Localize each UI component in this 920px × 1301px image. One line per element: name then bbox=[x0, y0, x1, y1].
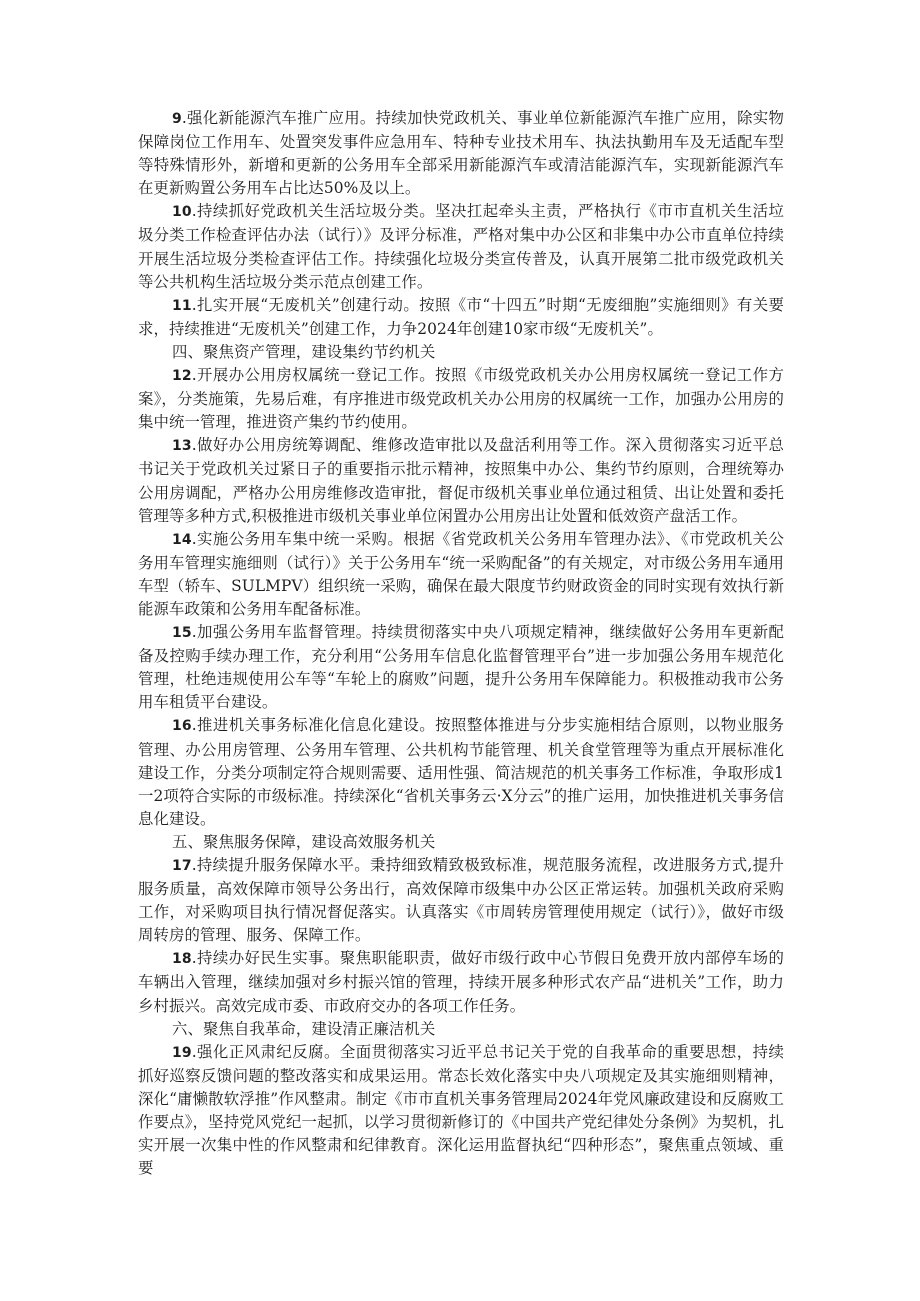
item-number: 18 bbox=[172, 951, 192, 968]
item-number: 17 bbox=[172, 858, 192, 874]
item-number: 9 bbox=[172, 111, 182, 127]
paragraph-item-13 bbox=[138, 434, 784, 527]
paragraph-item-15 bbox=[138, 621, 784, 714]
paragraph-text: .开展办公用房权属统一登记工作。按照《市级党政机关办公用房权属统一登记工作方案》，分类施策，先易后难，有序推进市级党政机关办公用房的权属统一工作，加强办公用房的集中统一管理，推进资产集约节约使用。 bbox=[138, 366, 784, 432]
item-number: 12 bbox=[172, 368, 192, 385]
section-heading-6: 六、聚焦自我革命，建设清正廉洁机关 bbox=[172, 1019, 436, 1038]
paragraph-item-9 bbox=[138, 107, 784, 200]
item-number: 13 bbox=[172, 438, 192, 455]
paragraph-text: .持续抓好党政机关生活垃圾分类。坚决扛起牵头主责，严格执行《市市直机关生活垃圾分类工作检查评估办法（试行）》及评分标准，严格对集中办公区和非集中办公市直单位持续开展生活垃圾分类检查评估工作。持续强化垃圾分类宣传普及，认真开展第二批市级党政机关等公共机构生活垃圾分类示范点创建工作。 bbox=[138, 202, 784, 291]
item-number: 10 bbox=[172, 204, 192, 221]
paragraph-item-16 bbox=[138, 714, 784, 830]
paragraph-text: .强化正风肃纪反腐。全面贯彻落实习近平总书记关于党的自我革命的重要思想，持续抓好巡察反馈问题的整改落实和成果运用。常态长效化落实中央八项规定及其实施细则精神，深化“庸懒散软浮推”作风整肃。制定《市市直机关事务管理局2024年党风廉政建设和反腐败工作要点》，坚持党风党纪一起抓，以学习贯彻新修订的《中国共产党纪律处分条例》为契机，扎实开展一次集中性的作风整肃和纪律教育。深化运用监督执纪“四种形态”，聚焦重点领域、重要 bbox=[138, 1042, 784, 1178]
section-heading-5: 五、聚焦服务保障，建设高效服务机关 bbox=[172, 832, 436, 851]
paragraph-text: .强化新能源汽车推广应用。持续加快党政机关、事业单位新能源汽车推广应用，除实物保障岗位工作用车、处置突发事件应急用车、特种专业技术用车、执法执勤用车及无适配车型等特殊情形外，新增和更新的公务用车全部采用新能源汽车或清洁能源汽车，实现新能源汽车在更新购置公务用车占比达50%及以上。 bbox=[138, 109, 784, 198]
item-number: 19 bbox=[172, 1044, 192, 1061]
paragraph-text: .做好办公用房统筹调配、维修改造审批以及盘活利用等工作。深入贯彻落实习近平总书记关于党政机关过紧日子的重要指示批示精神，按照集中办公、集约节约原则，合理统筹办公用房调配，严格办公用房维修改造审批，督促市级机关事业单位通过租赁、出让处置和委托管理等多种方式,积极推进市级机关事业单位闲置办公用房出让处置和低效资产盘活工作。 bbox=[138, 436, 784, 525]
document-body bbox=[138, 107, 784, 1180]
item-number: 16 bbox=[172, 718, 192, 735]
paragraph-item-12 bbox=[138, 364, 784, 434]
paragraph-item-10 bbox=[138, 200, 784, 293]
paragraph-item-11 bbox=[138, 294, 784, 341]
paragraph-text: .持续提升服务保障水平。秉持细致精致极致标准，规范服务流程，改进服务方式,提升服务质量，高效保障市领导公务出行，高效保障市级集中办公区正常运转。加强机关政府采购工作，对采购项目执行情况督促落实。认真落实《市周转房管理使用规定（试行）》，做好市级周转房的管理、服务、保障工作。 bbox=[138, 856, 784, 945]
paragraph-text: .持续办好民生实事。聚焦职能职责，做好市级行政中心节假日免费开放内部停车场的车辆出入管理，继续加强对乡村振兴馆的管理，持续开展多种形式农产品“进机关”工作，助力乡村振兴。高效完成市委、市政府交办的各项工作任务。 bbox=[138, 949, 784, 1015]
paragraph-item-18 bbox=[138, 947, 784, 1017]
paragraph-text: .加强公务用车监督管理。持续贯彻落实中央八项规定精神，继续做好公务用车更新配备及控购手续办理工作，充分利用“公务用车信息化监督管理平台”进一步加强公务用车规范化管理，杜绝违规使用公车等“车轮上的腐败”问题，提升公务用车保障能力。积极推动我市公务用车租赁平台建设。 bbox=[138, 623, 784, 712]
section-heading-4: 四、聚焦资产管理，建设集约节约机关 bbox=[172, 342, 436, 361]
paragraph-item-17 bbox=[138, 854, 784, 947]
paragraph-text: .扎实开展“无废机关”创建行动。按照《市“十四五”时期“无废细胞”实施细则》有关要求，持续推进“无废机关”创建工作，力争2024年创建10家市级“无废机关”。 bbox=[138, 295, 784, 338]
paragraph-item-14 bbox=[138, 528, 784, 621]
item-number: 15 bbox=[172, 625, 192, 642]
paragraph-item-19 bbox=[138, 1041, 784, 1181]
item-number: 11 bbox=[172, 297, 192, 314]
paragraph-text: .推进机关事务标准化信息化建设。按照整体推进与分步实施相结合原则，以物业服务管理、办公用房管理、公务用车管理、公共机构节能管理、机关食堂管理等为重点开展标准化建设工作，分类分项制定符合规则需要、适用性强、简洁规范的机关事务工作标准，争取形成1一2项符合实际的市级标准。持续深化“省机关事务云·X分云”的推广运用，加快推进机关事务信息化建设。 bbox=[138, 716, 785, 828]
paragraph-text: .实施公务用车集中统一采购。根据《省党政机关公务用车管理办法》、《市党政机关公务用车管理实施细则（试行）》关于公务用车“统一采购配备”的有关规定，对市级公务用车通用车型（轿车、SULMPV）组织统一采购，确保在最大限度节约财政资金的同时实现有效执行新能源车政策和公务用车配备标准。 bbox=[138, 529, 784, 618]
item-number: 14 bbox=[172, 531, 192, 548]
